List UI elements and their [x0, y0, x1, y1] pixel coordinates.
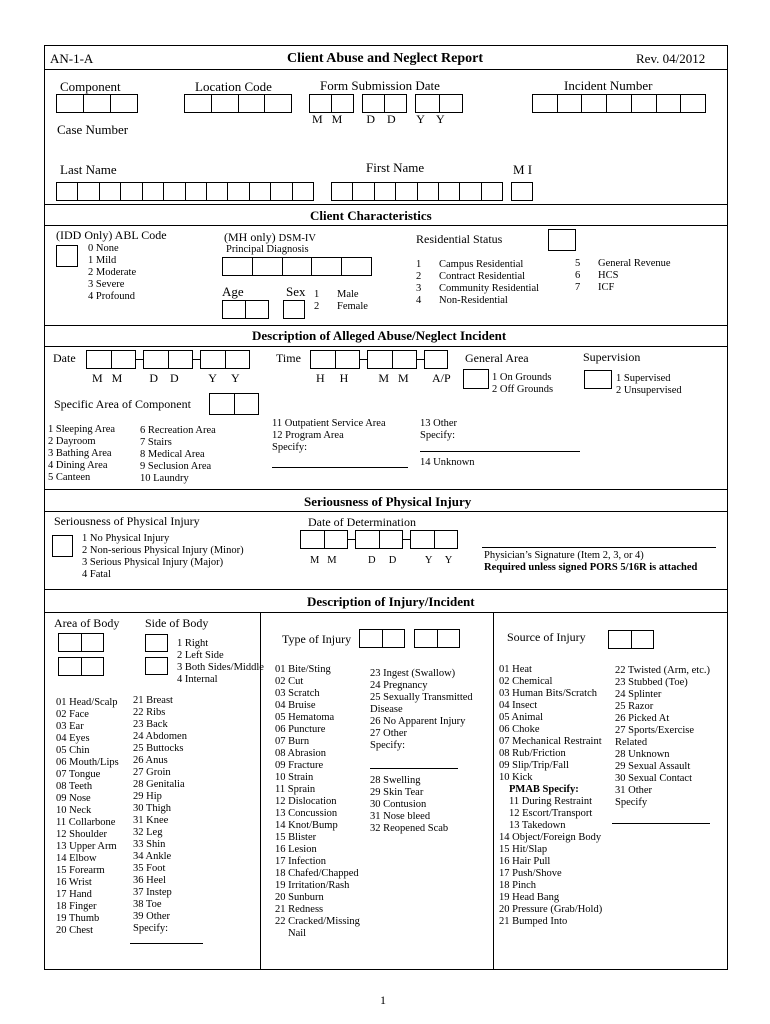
area-of-body-field-1[interactable]: [58, 633, 104, 652]
area-unknown: 14 Unknown: [420, 457, 475, 468]
source-of-injury-label: Source of Injury: [507, 630, 586, 644]
areas-list-a: 1 Sleeping Area 2 Dayroom 3 Bathing Area 4 Dining Area 5 Canteen: [48, 424, 116, 483]
general-area-label: General Area: [465, 351, 529, 365]
submission-year-field[interactable]: [415, 94, 463, 113]
specific-area-label: Specific Area of Component: [54, 397, 191, 411]
seriousness-label: Seriousness of Physical Injury: [54, 514, 200, 528]
incident-day-field[interactable]: [143, 350, 193, 369]
dsm-label: DSM-IV: [278, 233, 317, 244]
incident-date-caption: M M D D Y Y: [92, 371, 240, 385]
area-of-body-label: Area of Body: [54, 616, 120, 630]
areas-list-b: 6 Recreation Area 7 Stairs 8 Medical Area 9 Seclusion Area 10 Laundry: [140, 425, 216, 484]
residential-status-label: Residential Status: [416, 232, 503, 246]
type-of-injury-field-2[interactable]: [414, 629, 460, 648]
residential-options-a: Campus Residential Contract Residential Community Residential Non-Residential: [439, 259, 540, 306]
incident-time-caption: H H M M A/P: [316, 371, 451, 385]
pmab-specify-label: PMAB Specify:: [509, 784, 579, 795]
source-of-injury-field[interactable]: [608, 630, 654, 649]
last-name-field[interactable]: [56, 182, 314, 201]
areas-list-c: 11 Outpatient Service Area 12 Program Area Specify:: [272, 418, 386, 453]
supervision-label: Supervision: [583, 350, 641, 364]
abl-options: 0 None 1 Mild 2 Moderate 3 Severe 4 Profound: [88, 243, 137, 302]
first-name-label: First Name: [366, 160, 425, 175]
mh-only-label: (MH only): [224, 230, 276, 244]
determination-date-label: Date of Determination: [308, 515, 416, 529]
injury-type-list-c: 28 Swelling 29 Skin Tear 30 Contusion 31 Nose bleed 32 Reopened Scab: [370, 775, 449, 834]
type-of-injury-field-1[interactable]: [359, 629, 405, 648]
area-of-body-field-2[interactable]: [58, 657, 104, 676]
seriousness-options: 1 No Physical Injury 2 Non-serious Physical Injury (Minor) 3 Serious Physical Injury (Major) 4 Fatal: [82, 533, 244, 580]
incident-number-field[interactable]: [532, 94, 706, 113]
case-number-label: Case Number: [57, 122, 129, 137]
general-area-field[interactable]: [463, 369, 489, 389]
determination-month-field[interactable]: [300, 530, 348, 549]
determination-year-field[interactable]: [410, 530, 458, 549]
specific-area-field[interactable]: [209, 393, 259, 415]
injury-heading: Description of Injury/Incident: [307, 594, 475, 609]
area-specify-line[interactable]: [272, 467, 408, 468]
physician-signature-label: Physician’s Signature (Item 2, 3, or 4): [484, 550, 644, 561]
form-id: AN-1-A: [50, 51, 94, 66]
submission-day-field[interactable]: [362, 94, 407, 113]
supervision-options: 1 Supervised 2 Unsupervised: [616, 373, 682, 396]
body-area-list-a: 01 Head/Scalp 02 Face 03 Ear 04 Eyes 05 Chin 06 Mouth/Lips 07 Tongue 08 Teeth 09 Nose 10 Neck 11 Collarbone 12 Shoulder 13 Upper Arm 14 Elbow 15 Forearm 16 Wrist 17 Hand 18 Finger 19 Thumb 20 Chest: [56, 697, 119, 936]
submission-month-field[interactable]: [309, 94, 354, 113]
residential-options-b: General Revenue HCS ICF: [598, 258, 671, 293]
determination-date-caption: M M D D Y Y: [310, 555, 453, 566]
abl-code-field[interactable]: [56, 245, 78, 267]
age-field[interactable]: [222, 300, 269, 319]
physician-signature-line[interactable]: [482, 547, 716, 548]
age-label: Age: [222, 284, 244, 299]
first-name-field[interactable]: [331, 182, 503, 201]
incident-time-label: Time: [276, 351, 301, 365]
incident-number-label: Incident Number: [564, 78, 653, 93]
incident-minute-field[interactable]: [367, 350, 417, 369]
component-label: Component: [60, 79, 121, 94]
determination-day-field[interactable]: [355, 530, 403, 549]
location-code-label: Location Code: [195, 79, 272, 94]
mi-label: M I: [513, 162, 533, 177]
seriousness-field[interactable]: [52, 535, 73, 557]
incident-hour-field[interactable]: [310, 350, 360, 369]
general-area-options: 1 On Grounds 2 Off Grounds: [492, 372, 554, 395]
submission-date-label: Form Submission Date: [320, 78, 440, 93]
principal-diagnosis-label: Principal Diagnosis: [226, 244, 309, 255]
injury-other-specify-line[interactable]: [370, 768, 458, 769]
location-code-field[interactable]: [184, 94, 292, 113]
incident-year-field[interactable]: [200, 350, 250, 369]
sex-codes: 1 2: [314, 289, 320, 312]
type-of-injury-label: Type of Injury: [282, 632, 352, 646]
seriousness-heading: Seriousness of Physical Injury: [304, 494, 472, 509]
page-number: 1: [380, 993, 386, 1007]
incident-heading: Description of Alleged Abuse/Neglect Incident: [252, 328, 507, 343]
injury-type-list-a: 01 Bite/Sting 02 Cut 03 Scratch 04 Bruise 05 Hematoma 06 Puncture 07 Burn 08 Abrasion 09 Fracture 10 Strain 11 Sprain 12 Dislocation 13 Concussion 14 Knot/Bump 15 Blister 16 Lesion 17 Infection 18 Chafed/Chapped 19 Irritation/Rash 20 Sunburn 21 Redness 22 Cracked/Missing Nail: [275, 664, 360, 939]
signature-requirement: Required unless signed PORS 5/16R is attached: [484, 562, 698, 573]
component-field[interactable]: [56, 94, 138, 113]
incident-month-field[interactable]: [86, 350, 136, 369]
other-area-specify-line[interactable]: [420, 451, 580, 452]
residential-status-field[interactable]: [548, 229, 576, 251]
mi-field[interactable]: [511, 182, 533, 201]
revision: Rev. 04/2012: [636, 51, 706, 66]
source-other-specify-line[interactable]: [612, 823, 710, 824]
abl-code-label: (IDD Only) ABL Code: [56, 228, 167, 242]
body-other-specify-line[interactable]: [130, 943, 203, 944]
submission-date-caption: M M D D Y Y: [312, 112, 445, 126]
principal-diagnosis-field[interactable]: [222, 257, 372, 276]
supervision-field[interactable]: [584, 370, 612, 389]
side-options: 1 Right 2 Left Side 3 Both Sides/Middle 4 Internal: [177, 638, 264, 685]
body-area-list-b: 21 Breast 22 Ribs 23 Back 24 Abdomen 25 Buttocks 26 Anus 27 Groin 28 Genitalia 29 Hip 30 Thigh 31 Knee 32 Leg 33 Shin 34 Ankle 35 Foot 36 Heel 37 Instep 38 Toe 39 Other Specify:: [133, 695, 187, 934]
client-characteristics-heading: Client Characteristics: [310, 208, 432, 223]
form-title: Client Abuse and Neglect Report: [287, 51, 483, 66]
header-rule: [44, 69, 728, 70]
injury-type-list-b: 23 Ingest (Swallow) 24 Pregnancy 25 Sexually Transmitted Disease 26 No Apparent Injury 27 Other Specify:: [370, 668, 473, 751]
source-list-b: 22 Twisted (Arm, etc.) 23 Stubbed (Toe) 24 Splinter 25 Razor 26 Picked At 27 Sports/Exercise Related 28 Unknown 29 Sexual Assault 30 Sexual Contact 31 Other Specify: [615, 665, 711, 808]
areas-list-d: 13 Other Specify:: [420, 418, 458, 441]
side-of-body-field-2[interactable]: [145, 657, 168, 675]
sex-options: Male Female: [337, 289, 368, 312]
incident-date-label: Date: [53, 351, 76, 365]
incident-ampm-field[interactable]: [424, 350, 448, 369]
side-of-body-label: Side of Body: [145, 616, 209, 630]
side-of-body-field-1[interactable]: [145, 634, 168, 652]
sex-label: Sex: [286, 284, 306, 299]
sex-field[interactable]: [283, 300, 305, 319]
last-name-label: Last Name: [60, 162, 117, 177]
source-list-a: 01 Heat 02 Chemical 03 Human Bits/Scratch 04 Insect 05 Animal 06 Choke 07 Mechanical Restraint 08 Rub/Friction 09 Slip/Trip/Fall 10 Kick PMAB Specify: 11 During Restraint 12 Escort/Transport 13 Takedown 14 Object/Foreign Body 15 Hit/Slap 16 Hair Pull 17 Push/Shove 18 Pinch 19 Head Bang 20 Pressure (Grab/Hold) 21 Bumped Into: [499, 664, 603, 927]
